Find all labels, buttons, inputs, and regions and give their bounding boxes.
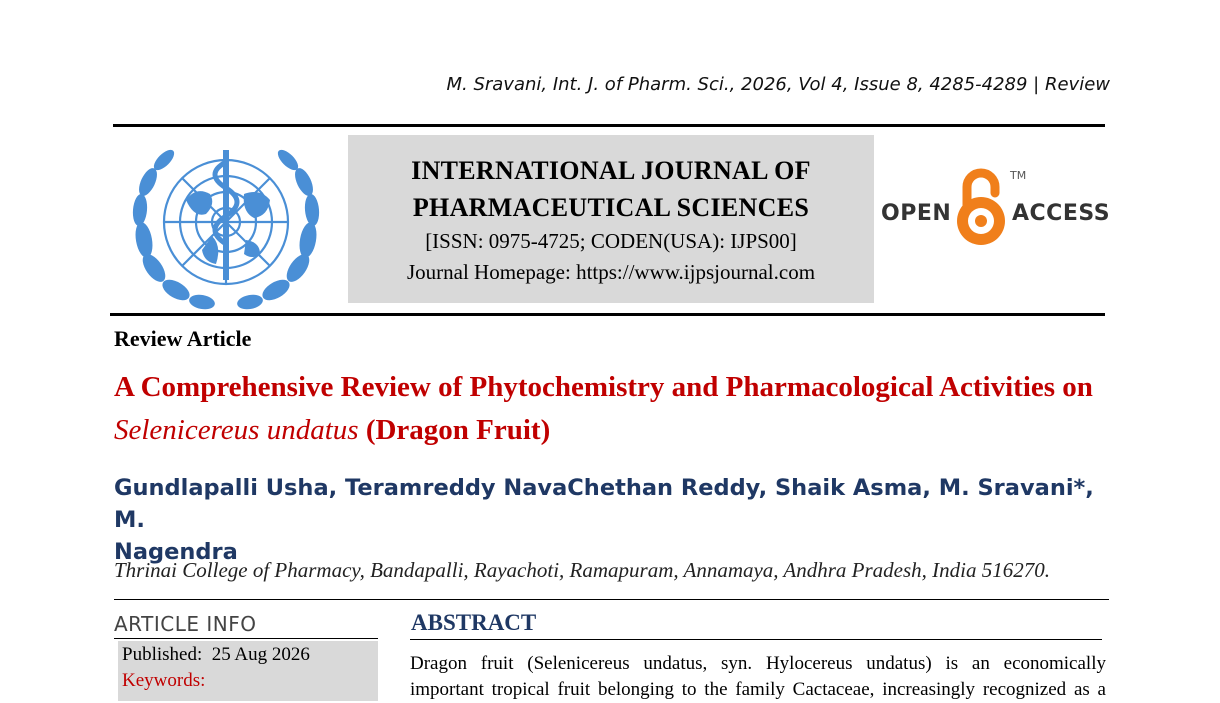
abstract-line2: important tropical fruit belonging to the family Cactaceae, increasingly recognized as a: [410, 679, 1106, 700]
authors-line2: Nagendra: [114, 539, 238, 565]
open-access-right-text: ACCESS: [1012, 201, 1111, 226]
masthead-bottom-divider: [110, 313, 1105, 316]
article-info-box: [118, 641, 378, 701]
authors-line1: Gundlapalli Usha, Teramreddy NavaChethan Reddy, Shaik Asma, M. Sravani*, M.: [114, 475, 1094, 533]
open-lock-icon: [953, 165, 1009, 251]
published-label: Published:: [122, 644, 203, 665]
keywords-label: Keywords:: [122, 670, 206, 691]
journal-homepage-link[interactable]: Journal Homepage: https://www.ijpsjournal.com: [406, 260, 816, 284]
title-part1: A Comprehensive Review of Phytochemistry and Pharmacological Activities on: [114, 371, 1093, 403]
journal-masthead: [348, 135, 874, 303]
abstract-text: [410, 651, 1106, 703]
article-type: Review Article: [114, 326, 252, 351]
published-date: 25 Aug 2026: [211, 644, 310, 665]
section-divider: [114, 599, 1109, 600]
citation-line: M. Sravani, Int. J. of Pharm. Sci., 2026, Vol 4, Issue 8, 4285-4289 | Review: [446, 74, 1110, 95]
title-species: Selenicereus undatus: [114, 414, 359, 446]
published-line: [122, 644, 310, 666]
journal-title-line1: INTERNATIONAL JOURNAL OF: [411, 156, 811, 185]
abstract-heading: ABSTRACT: [411, 610, 537, 635]
author-list: [114, 472, 1114, 568]
article-title: [114, 366, 1114, 452]
article-info-rule: [114, 638, 378, 639]
affiliation: Thrinai College of Pharmacy, Bandapalli, Rayachoti, Ramapuram, Annamaya, Andhra Pradesh, India 516270.: [114, 558, 1050, 582]
issn-line: [ISSN: 0975-4725; CODEN(USA): IJPS00]: [425, 229, 797, 253]
abstract-rule: [410, 639, 1102, 640]
abstract-line1: Dragon fruit (Selenicereus undatus, syn. Hylocereus undatus) is an economically: [410, 653, 1106, 674]
un-emblem-icon: [126, 140, 326, 310]
open-access-logo: [878, 165, 1111, 255]
title-part2: (Dragon Fruit): [358, 414, 551, 446]
open-access-left-text: OPEN: [881, 201, 952, 226]
trademark-mark: TM: [1010, 169, 1027, 182]
top-divider: [113, 124, 1105, 127]
article-info-heading: ARTICLE INFO: [114, 612, 257, 636]
journal-title-line2: PHARMACEUTICAL SCIENCES: [412, 193, 810, 222]
